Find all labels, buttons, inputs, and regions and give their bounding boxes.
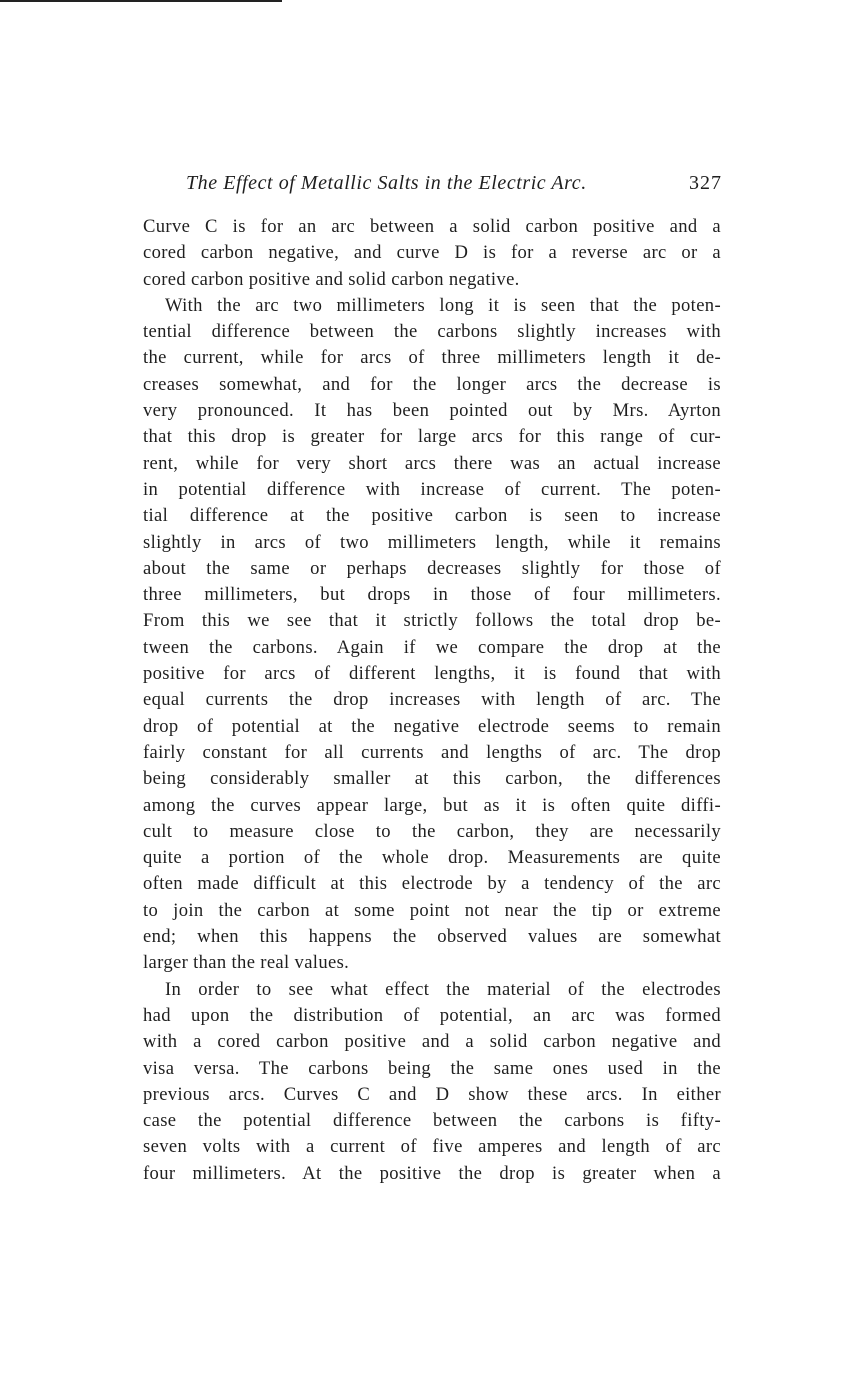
text-line: rent, while for very short arcs there was an actual increase (143, 452, 721, 474)
text-line: In order to see what effect the material of the electrodes (165, 978, 721, 1000)
text-line: end; when this happens the observed values are somewhat (143, 926, 721, 948)
text-line: had upon the distribution of potential, an arc was formed (143, 1004, 721, 1026)
text-line: in potential difference with increase of current. The poten- (143, 478, 721, 500)
text-line: that this drop is greater for large arcs for this range of cur- (143, 426, 721, 448)
text-line: cult to measure close to the carbon, they are necessarily (143, 820, 721, 842)
text-line: tween the carbons. Again if we compare the drop at the (143, 636, 721, 658)
text-line: cored carbon positive and solid carbon negative. (143, 268, 520, 290)
running-head (186, 169, 722, 197)
text-line: previous arcs. Curves C and D show these arcs. In either (143, 1083, 721, 1105)
text-line: being considerably smaller at this carbon, the differences (143, 768, 721, 790)
paragraph-3 (143, 977, 721, 1187)
text-line: seven volts with a current of five amperes and length of arc (143, 1136, 721, 1158)
text-line: From this we see that it strictly follows the total drop be- (143, 610, 721, 632)
text-line: with a cored carbon positive and a solid carbon negative and (143, 1031, 721, 1053)
text-line: slightly in arcs of two millimeters length, while it remains (143, 531, 721, 553)
text-line: fairly constant for all currents and lengths of arc. The drop (143, 741, 721, 763)
body-text (143, 214, 721, 1187)
text-line: the current, while for arcs of three millimeters length it de- (143, 347, 721, 369)
text-line: equal currents the drop increases with length of arc. The (143, 689, 721, 711)
text-line: among the curves appear large, but as it is often quite diffi- (143, 794, 721, 816)
text-line: three millimeters, but drops in those of four millimeters. (143, 584, 721, 606)
text-line: tial difference at the positive carbon is seen to increase (143, 505, 721, 527)
page-number: 327 (689, 172, 722, 194)
text-line: creases somewhat, and for the longer arcs the decrease is (143, 373, 721, 395)
scan-edge-rule (0, 0, 282, 2)
running-title: The Effect of Metallic Salts in the Electric Arc. (186, 172, 587, 194)
text-line: to join the carbon at some point not near the tip or extreme (143, 899, 721, 921)
paragraph-1 (143, 214, 721, 293)
text-line: visa versa. The carbons being the same ones used in the (143, 1057, 721, 1079)
text-line: tential difference between the carbons slightly increases with (143, 321, 721, 343)
text-line: about the same or perhaps decreases slightly for those of (143, 557, 721, 579)
text-line: Curve C is for an arc between a solid carbon positive and a (143, 216, 721, 237)
text-line: four millimeters. At the positive the drop is greater when a (143, 1162, 721, 1184)
text-line: drop of potential at the negative electrode seems to remain (143, 715, 721, 737)
text-line: cored carbon negative, and curve D is for a reverse arc or a (143, 242, 721, 264)
text-line: case the potential difference between the carbons is fifty- (143, 1110, 721, 1132)
text-line: positive for arcs of different lengths, it is found that with (143, 663, 721, 685)
text-line: larger than the real values. (143, 952, 350, 974)
text-line: very pronounced. It has been pointed out by Mrs. Ayrton (143, 400, 721, 422)
text-line: quite a portion of the whole drop. Measurements are quite (143, 847, 721, 869)
text-line: With the arc two millimeters long it is seen that the poten- (165, 294, 721, 316)
text-line: often made difficult at this electrode by a tendency of the arc (143, 873, 721, 895)
paragraph-2 (143, 293, 721, 977)
